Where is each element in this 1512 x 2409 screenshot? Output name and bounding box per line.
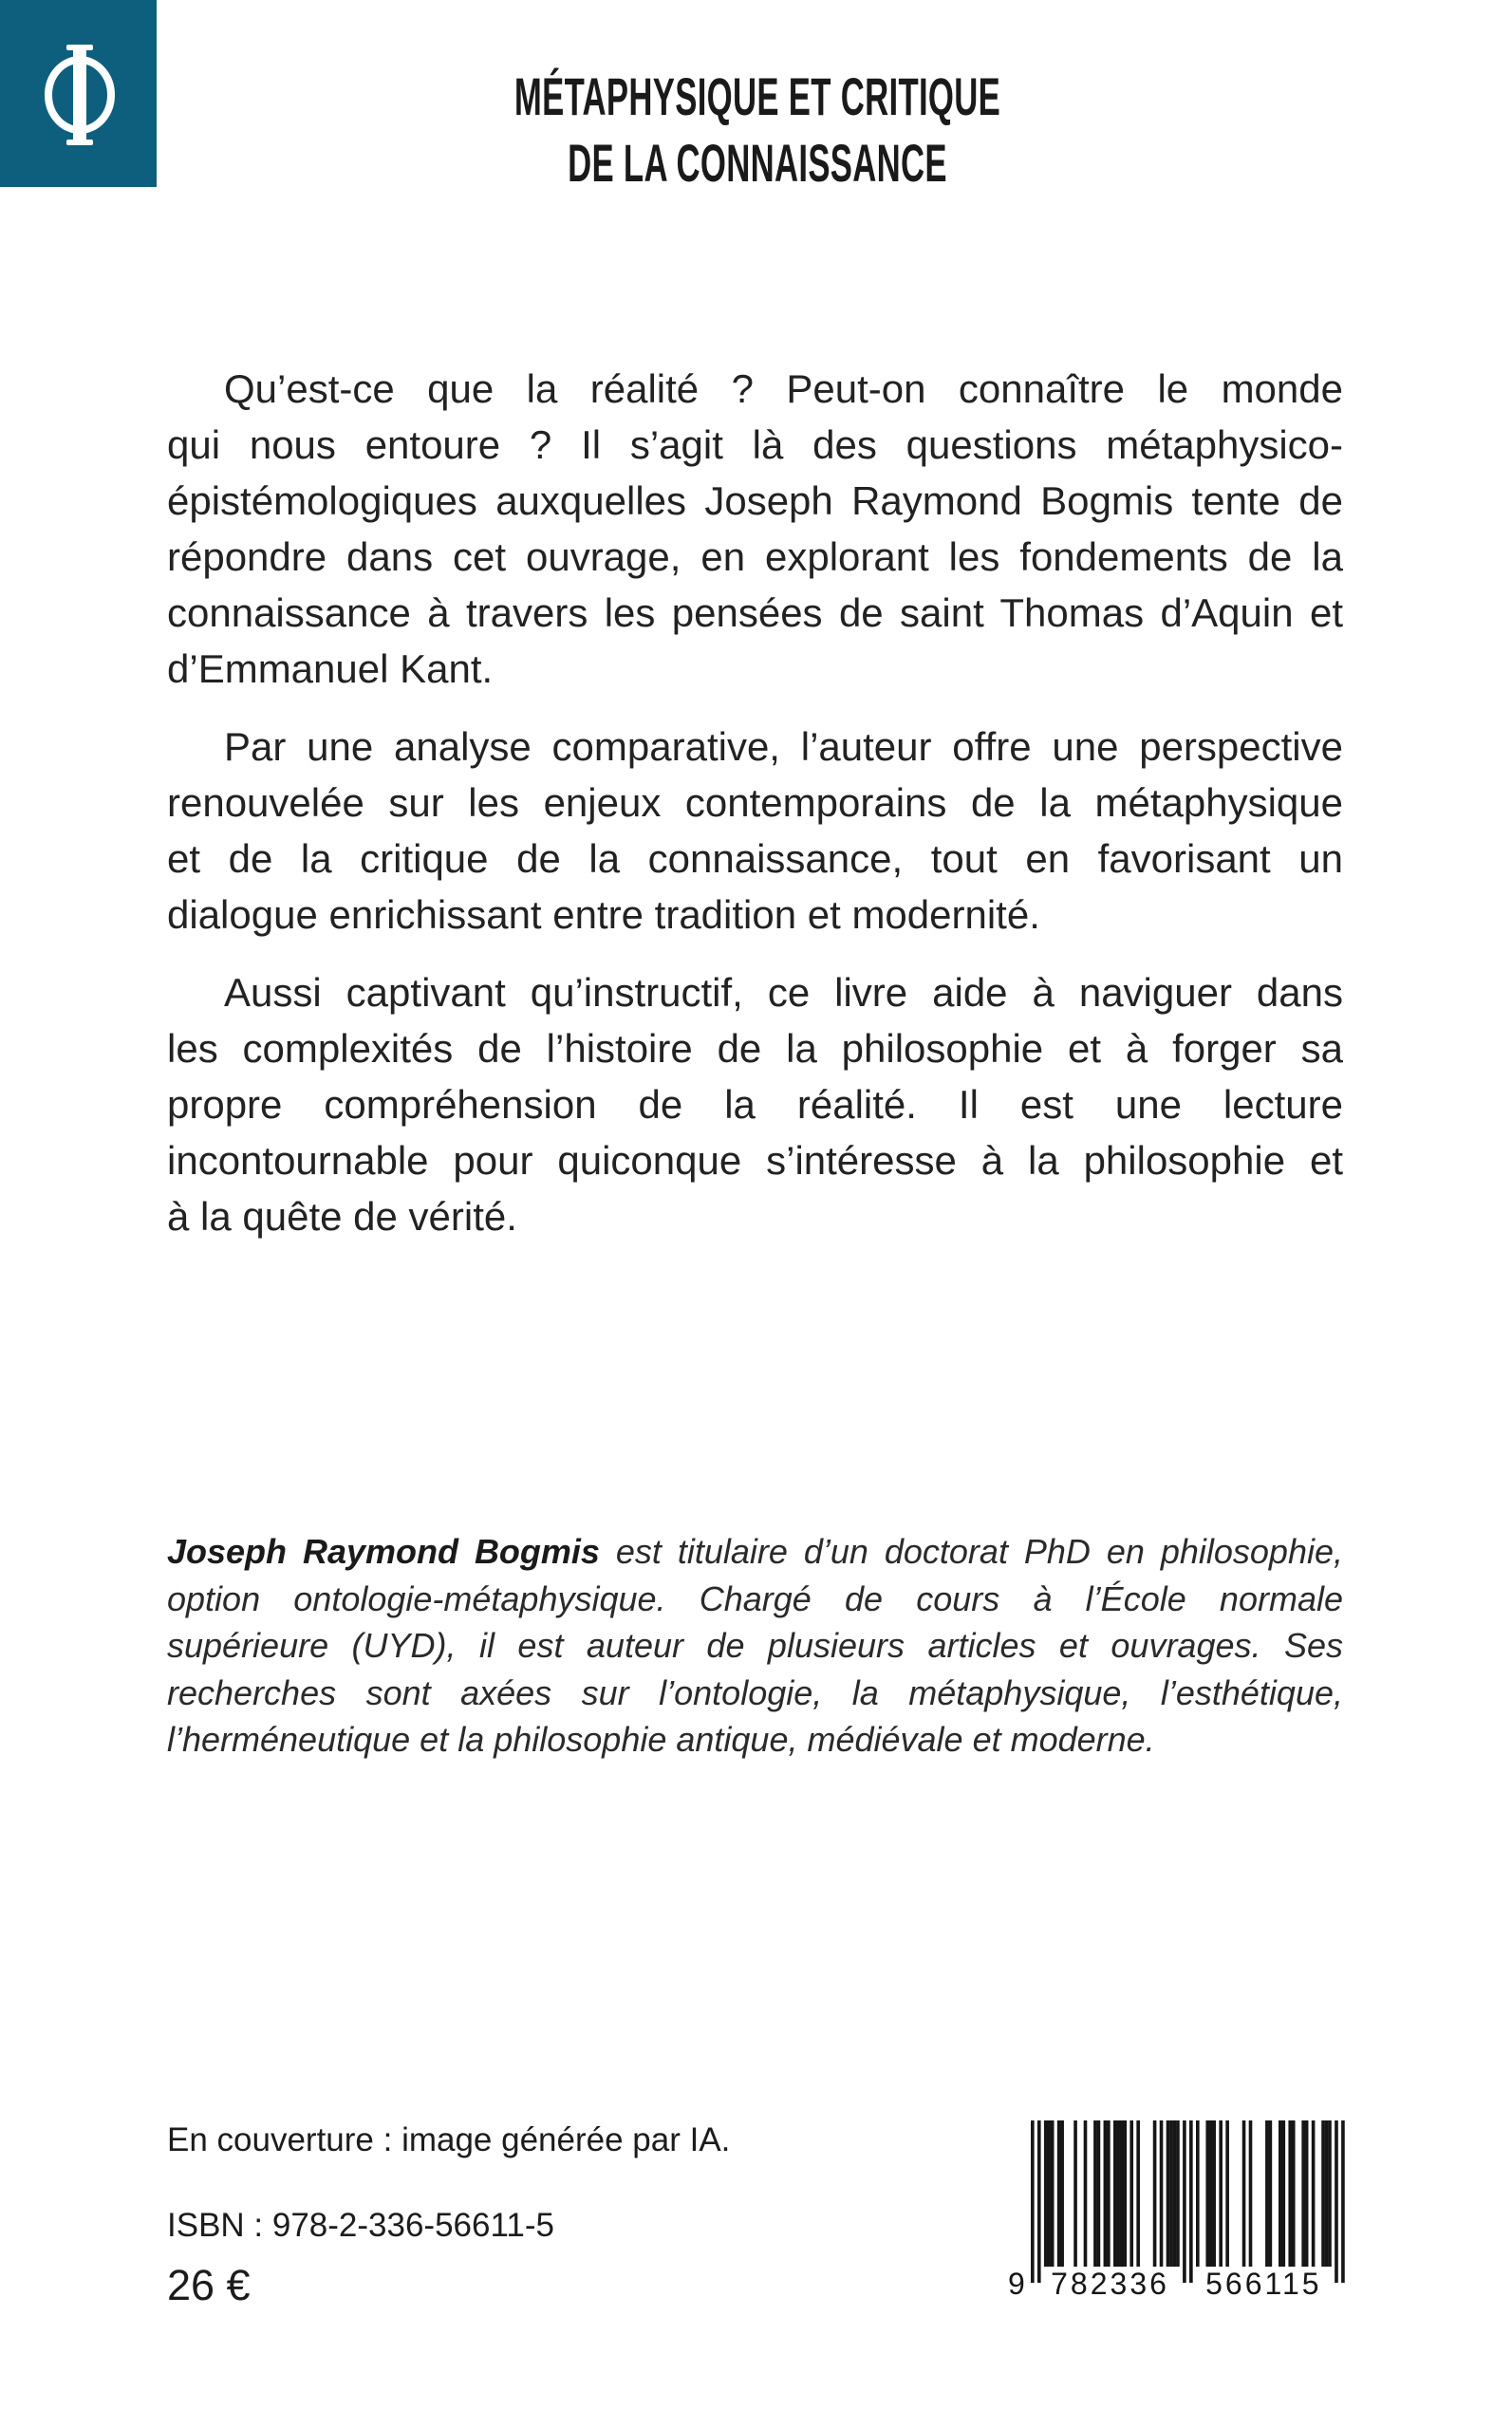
text-line: renouvelée sur les enjeux contemporains de la métaphysique bbox=[167, 780, 1343, 825]
text-line: à la quête de vérité. bbox=[167, 1194, 517, 1239]
author-name: Joseph Raymond Bogmis bbox=[167, 1532, 600, 1571]
text-line: recherches sont axées sur l’ontologie, la métaphysique, l’esthétique, bbox=[167, 1672, 1343, 1712]
text-line: propre compréhension de la réalité. Il est une lecture bbox=[167, 1082, 1343, 1127]
blurb bbox=[167, 361, 1343, 1266]
text-line: dialogue enrichissant entre tradition et modernité. bbox=[167, 892, 1040, 937]
title-line-2: DE LA CONNAISSANCE bbox=[568, 133, 947, 193]
text-line: Par une analyse comparative, l’auteur offre une perspective bbox=[224, 724, 1343, 769]
text-line: supérieure (UYD), il est auteur de plusieurs articles et ouvrages. Ses bbox=[167, 1626, 1343, 1665]
title-line-1: MÉTAPHYSIQUE ET CRITIQUE bbox=[513, 66, 1001, 126]
isbn-barcode bbox=[1002, 2120, 1353, 2310]
barcode-icon bbox=[1002, 2120, 1353, 2310]
text-line: les complexités de l’histoire de la philosophie et à forger sa bbox=[167, 1026, 1343, 1071]
text-line: incontournable pour quiconque s’intéresse à la philosophie et bbox=[167, 1138, 1343, 1183]
text-line: épistémologiques auxquelles Joseph Raymond Bogmis tente de bbox=[167, 478, 1343, 523]
blurb-paragraph-2 bbox=[167, 719, 1343, 943]
publisher-logo bbox=[0, 0, 157, 187]
text-line: répondre dans cet ouvrage, en explorant les fondements de la bbox=[167, 534, 1343, 579]
phi-icon bbox=[42, 44, 118, 148]
blurb-paragraph-1 bbox=[167, 361, 1343, 697]
isbn: ISBN : 978-2-336-56611-5 bbox=[167, 2207, 554, 2244]
text-line: option ontologie-métaphysique. Chargé de cours à l’École normale bbox=[167, 1578, 1343, 1618]
text-line: Qu’est-ce que la réalité ? Peut-on connaître le monde bbox=[224, 366, 1343, 411]
text-line: l’herméneutique et la philosophie antique, médiévale et moderne. bbox=[167, 1720, 1155, 1759]
text-line: qui nous entoure ? Il s’agit là des questions métaphysico- bbox=[167, 422, 1343, 467]
price: 26 € bbox=[167, 2261, 251, 2309]
cover-credit: En couverture : image générée par IA. bbox=[167, 2121, 731, 2158]
text-line: Aussi captivant qu’instructif, ce livre aide à naviguer dans bbox=[224, 970, 1343, 1015]
bio-line-1 bbox=[167, 1528, 1343, 1576]
text-line: connaissance à travers les pensées de saint Thomas d’Aquin et bbox=[167, 590, 1343, 635]
bio-text: est titulaire d’un doctorat PhD en philosophie, bbox=[615, 1532, 1343, 1571]
svg-text:9: 9 bbox=[1008, 2267, 1028, 2301]
svg-text:782336: 782336 bbox=[1051, 2267, 1169, 2301]
author-bio bbox=[167, 1528, 1343, 1764]
text-line: d’Emmanuel Kant. bbox=[167, 646, 494, 691]
svg-text:566115: 566115 bbox=[1205, 2267, 1322, 2301]
text-line: et de la critique de la connaissance, tout en favorisant un bbox=[167, 836, 1343, 881]
blurb-paragraph-3 bbox=[167, 964, 1343, 1244]
